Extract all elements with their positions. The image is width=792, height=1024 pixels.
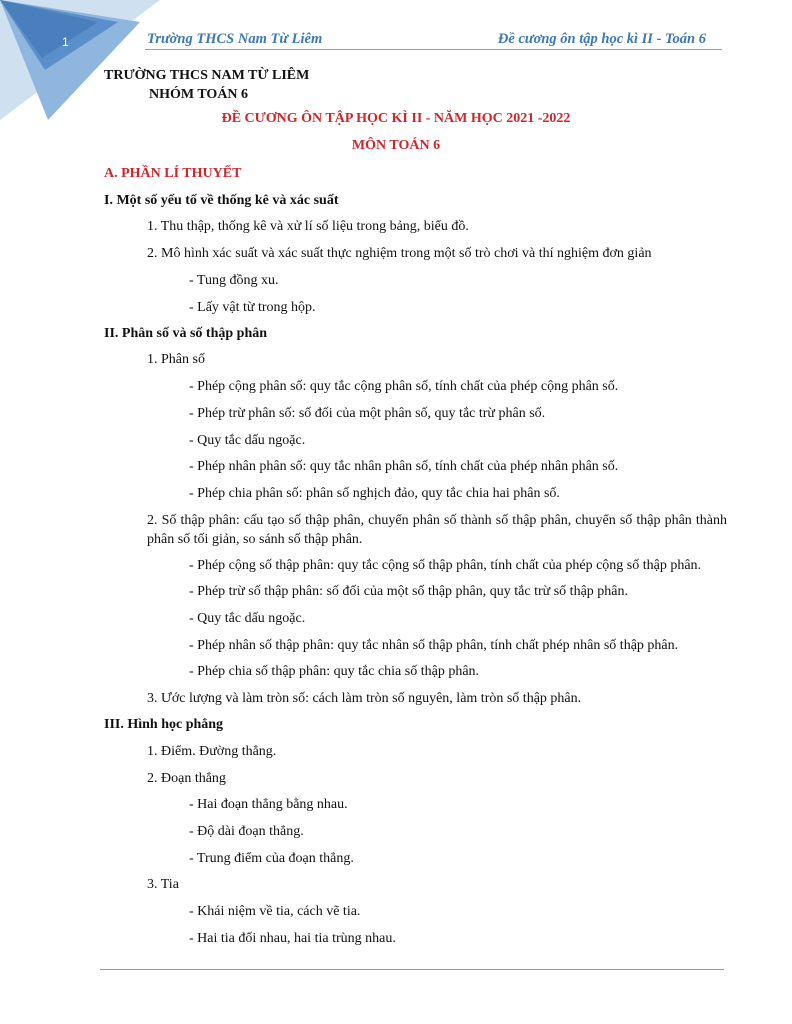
sub-item: - Khái niệm về tia, cách vẽ tia. [189, 904, 361, 919]
sub-item: - Độ dài đoạn thẳng. [189, 824, 304, 839]
sub-item: - Phép cộng phân số: quy tắc cộng phân số, tính chất của phép cộng phân số. [189, 379, 619, 394]
sub-item: - Phép nhân số thập phân: quy tắc nhân số thập phân, tính chất phép nhân số thập phân. [189, 638, 679, 653]
sub-item: - Phép cộng số thập phân: quy tắc cộng số thập phân, tính chất của phép cộng số thập phân. [189, 558, 702, 573]
sub-item: - Phép chia phân số: phân số nghịch đảo, quy tắc chia hai phân số. [189, 486, 560, 501]
header-school: Trường THCS Nam Từ Liêm [147, 31, 323, 47]
header-divider [145, 49, 722, 50]
sub-item: - Phép chia số thập phân: quy tắc chia số thập phân. [189, 664, 480, 679]
sub-item: - Phép trừ phân số: số đối của một phân số, quy tắc trừ phân số. [189, 406, 546, 421]
list-item: 2. Số thập phân: cấu tạo số thập phân, chuyển phân số thành số thập phân, chuyển số thập phân thành phân số tối giản, so sánh số thập phân. [147, 513, 727, 547]
school-name: TRƯỜNG THCS NAM TỪ LIÊM [104, 68, 310, 83]
header-doc-title: Đề cương ôn tập học kì II - Toán 6 [497, 31, 706, 47]
list-item: 3. Tia [147, 877, 179, 892]
list-item: 1. Điểm. Đường thẳng. [147, 744, 277, 759]
page-number: 1 [62, 35, 69, 49]
doc-subtitle: MÔN TOÁN 6 [351, 138, 441, 153]
doc-title: ĐỀ CƯƠNG ÔN TẬP HỌC KÌ II - NĂM HỌC 2021 -2022 [221, 111, 571, 126]
sub-item: - Hai đoạn thẳng bằng nhau. [189, 797, 348, 812]
footer-divider [100, 969, 724, 970]
sub-item: - Trung điểm của đoạn thẳng. [189, 851, 354, 866]
sub-item: - Tung đồng xu. [189, 273, 279, 288]
school-block [104, 66, 309, 104]
section-heading: I. Một số yếu tố về thống kê và xác suất [104, 193, 339, 208]
section-heading: II. Phân số và số thập phân [104, 326, 268, 341]
sub-item: - Hai tia đối nhau, hai tia trùng nhau. [189, 931, 396, 946]
sub-item: - Lấy vật từ trong hộp. [189, 300, 316, 315]
part-heading: A. PHẦN LÍ THUYẾT [104, 166, 242, 181]
sub-item: - Phép trừ số thập phân: số đối của một số thập phân, quy tắc trừ số thập phân. [189, 584, 628, 599]
sub-item: - Quy tắc dấu ngoặc. [189, 433, 306, 448]
sub-item: - Phép nhân phân số: quy tắc nhân phân số, tính chất của phép nhân phân số. [189, 459, 619, 474]
list-item: 2. Đoạn thẳng [147, 771, 226, 786]
list-item: 3. Ước lượng và làm tròn số: cách làm tròn số nguyên, làm tròn số thập phân. [147, 691, 582, 706]
section-heading: III. Hình học phẳng [104, 717, 224, 732]
group-name: NHÓM TOÁN 6 [149, 87, 249, 102]
list-item: 1. Phân số [147, 352, 205, 367]
list-item: 2. Mô hình xác suất và xác suất thực nghiệm trong một số trò chơi và thí nghiệm đơn giản [147, 246, 652, 261]
list-item: 1. Thu thập, thống kê và xử lí số liệu trong bảng, biểu đồ. [147, 219, 469, 234]
sub-item: - Quy tắc dấu ngoặc. [189, 611, 306, 626]
